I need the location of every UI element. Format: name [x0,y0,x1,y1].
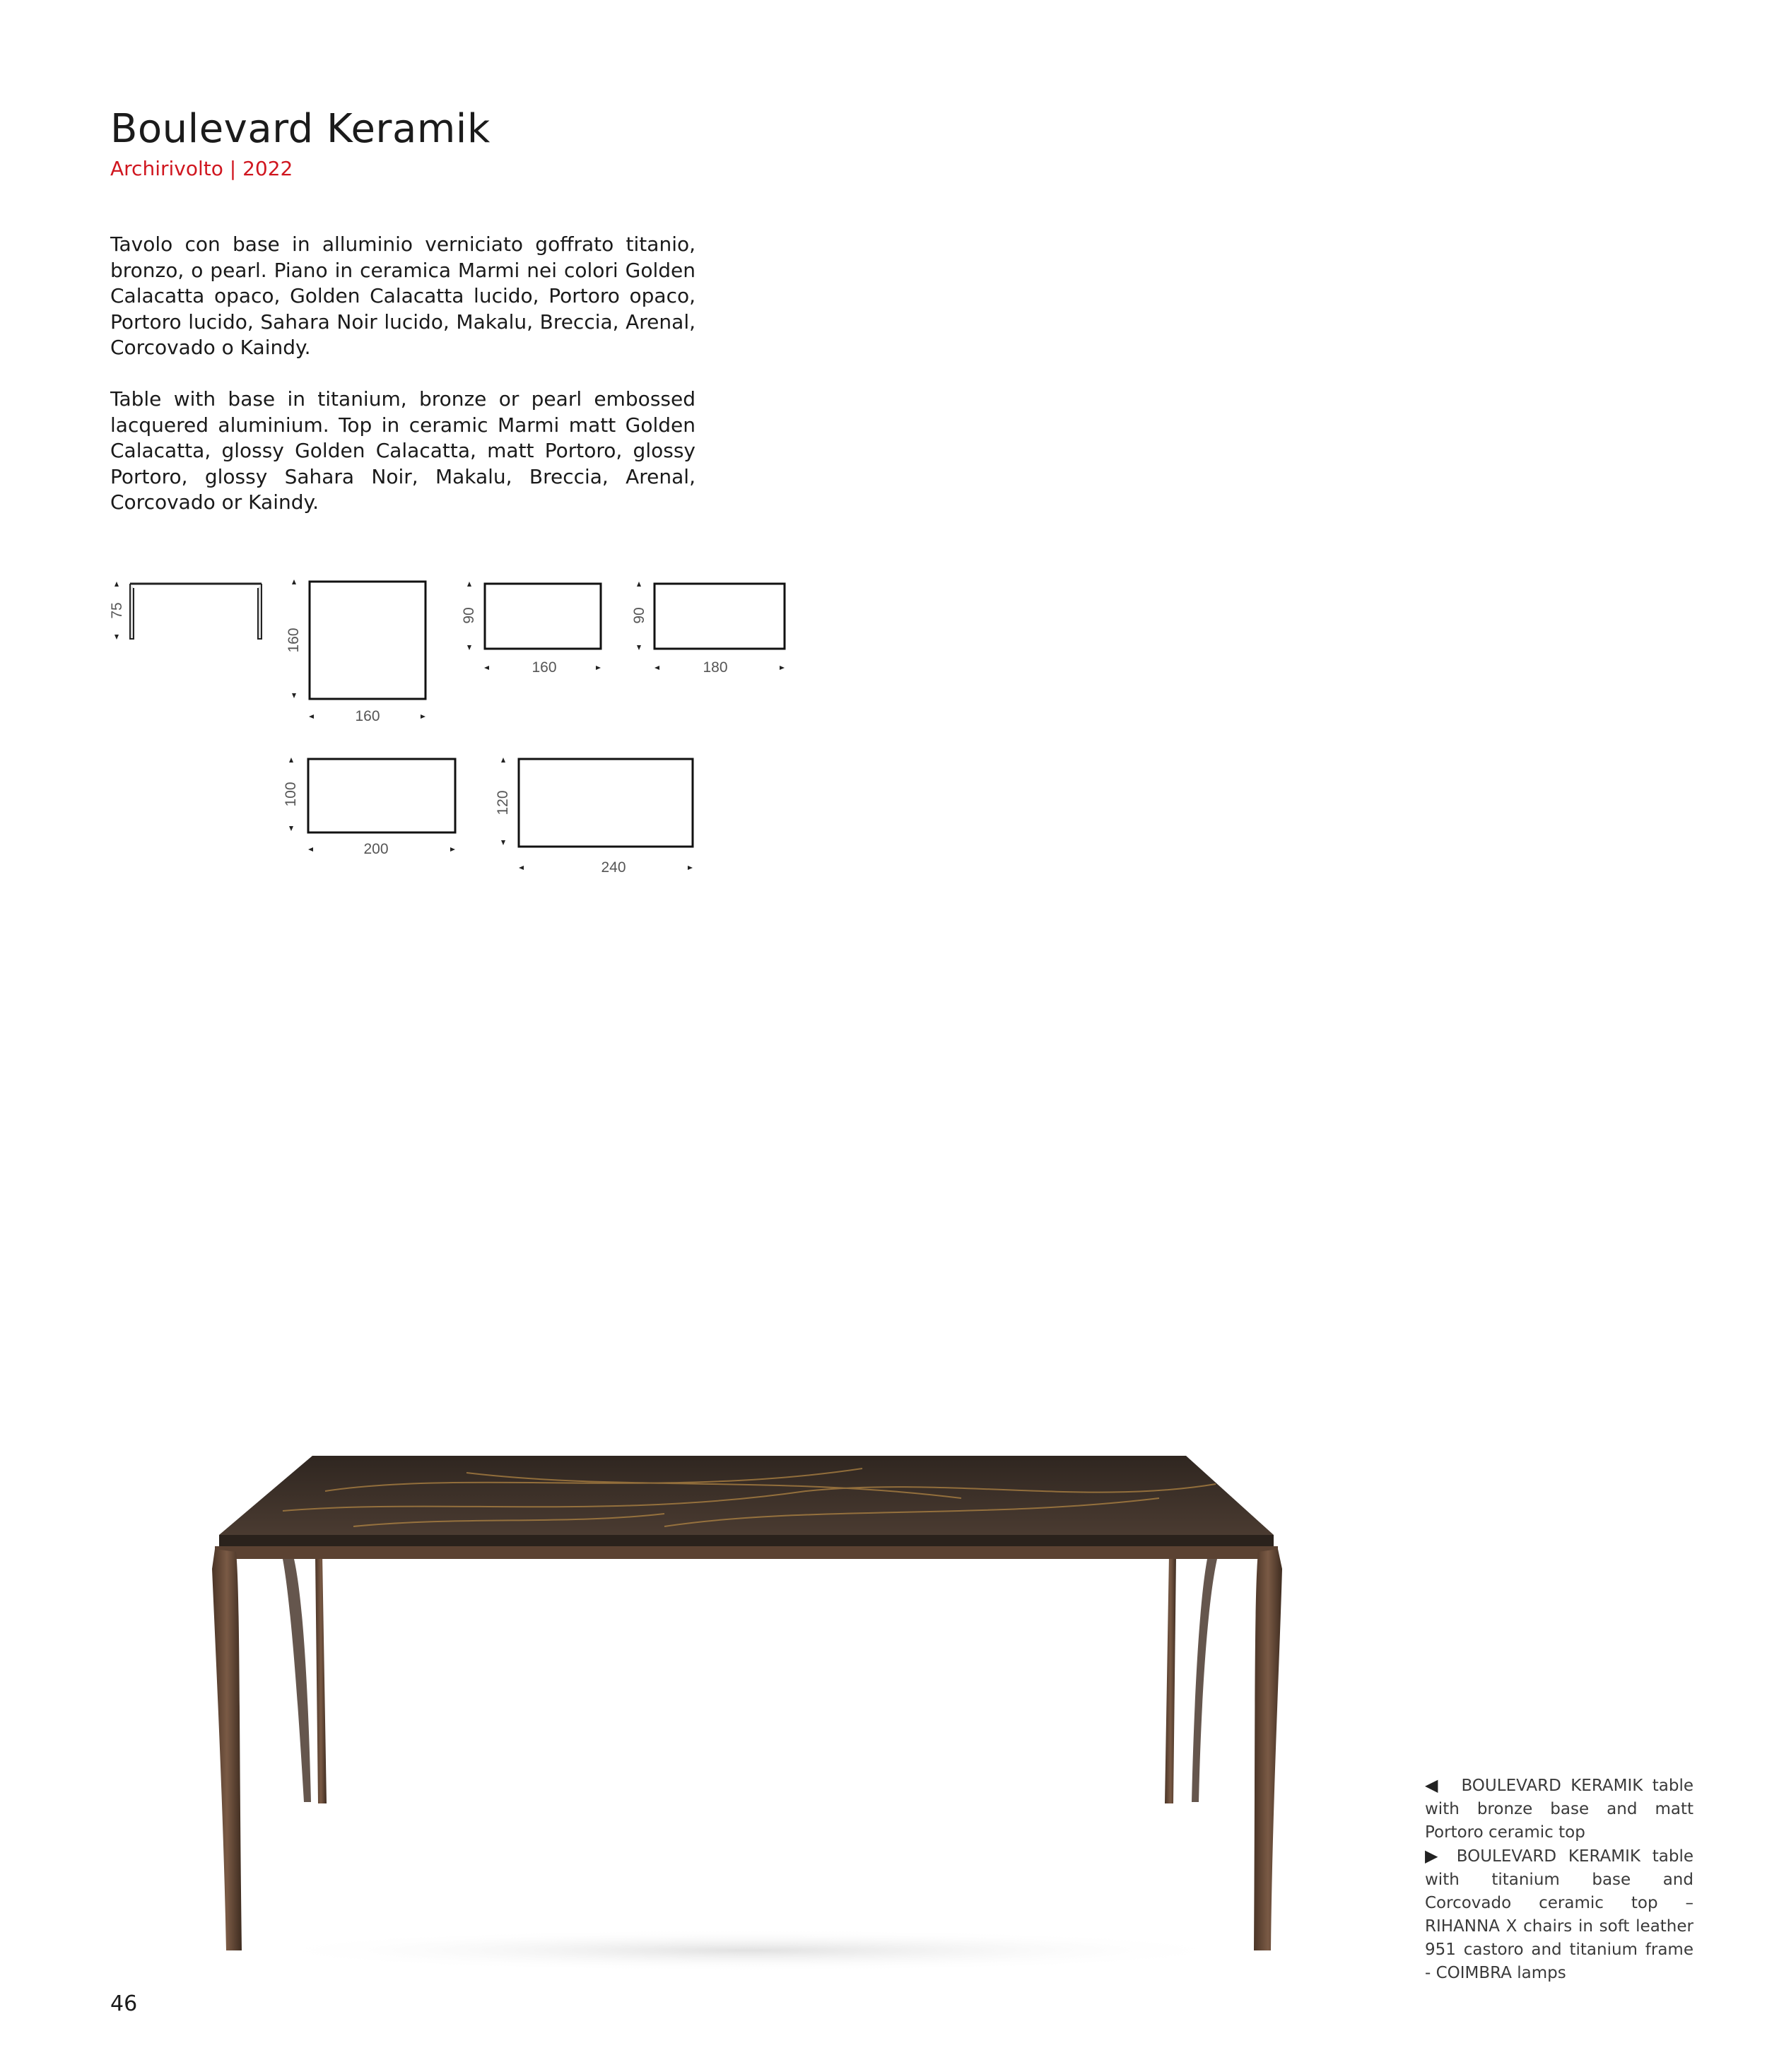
dim-rect4-width: 240 [601,859,626,876]
dimension-drawings [0,0,848,890]
table-top [219,1456,1274,1535]
table-top-edge [219,1535,1274,1546]
plan-rect-180x90 [654,584,785,649]
back-right-leg [1165,1555,1176,1803]
dim-rect2-depth: 90 [631,607,647,624]
page-title: Boulevard Keramik [110,106,491,152]
description-italian: Tavolo con base in alluminio verniciato goffrato titanio, bronzo, o pearl. Piano in ceramica Marmi nei colori Golden Calacatta opaco, Golden Calacatta lucido, Portoro opaco, Portoro lucido, Sahara Noir lucido, Makalu, Breccia, Arenal, Corcovado o Kaindy. [110,232,695,359]
page-number: 46 [110,1991,138,2016]
floor-shadow [254,1929,1244,1972]
dim-height: 75 [109,602,125,619]
table-side-elevation [130,584,262,639]
front-left-leg [212,1549,242,1950]
plan-square-160x160 [310,582,425,699]
description-english: Table with base in titanium, bronze or pearl embossed lacquered aluminium. Top in ceramic Marmi matt Golden Calacatta, glossy Golden Calacatta, matt Portoro, glossy Portoro, glossy Sahara Noir, Makalu, Breccia, Arenal, Corcovado or Kaindy. [110,387,695,514]
dim-rect1-width: 160 [532,659,557,676]
dim-rect2-width: 180 [703,659,728,676]
dim-square-width: 160 [355,708,380,724]
caption-line-1: BOULEVARD KERAMIK table with bronze base and matt Portoro ceramic top [1425,1777,1693,1842]
dimension-arrows [115,579,785,870]
plan-rect-200x100 [308,759,455,832]
dim-rect4-depth: 120 [495,790,511,816]
image-caption [1425,1774,1693,1985]
plan-rect-240x120 [519,759,693,847]
table-frame [215,1546,1278,1563]
dim-rect3-depth: 100 [283,782,299,807]
left-triangle-icon: ◀ [1425,1775,1443,1795]
plan-rect-160x90 [485,584,601,649]
right-triangle-icon: ▶ [1425,1846,1445,1866]
caption-line-2: BOULEVARD KERAMIK table with titanium base and Corcovado ceramic top – RIHANNA X chairs in soft leather 951 castoro and titanium frame - COIMBRA lamps [1425,1847,1693,1982]
back-left-leg [315,1555,327,1803]
designer-year: Archirivolto | 2022 [110,157,293,180]
dim-rect1-depth: 90 [461,607,477,624]
dim-square-depth: 160 [286,628,302,653]
dim-rect3-width: 200 [363,841,389,857]
front-right-leg [1254,1549,1282,1950]
table-product-image [170,1385,1329,1979]
